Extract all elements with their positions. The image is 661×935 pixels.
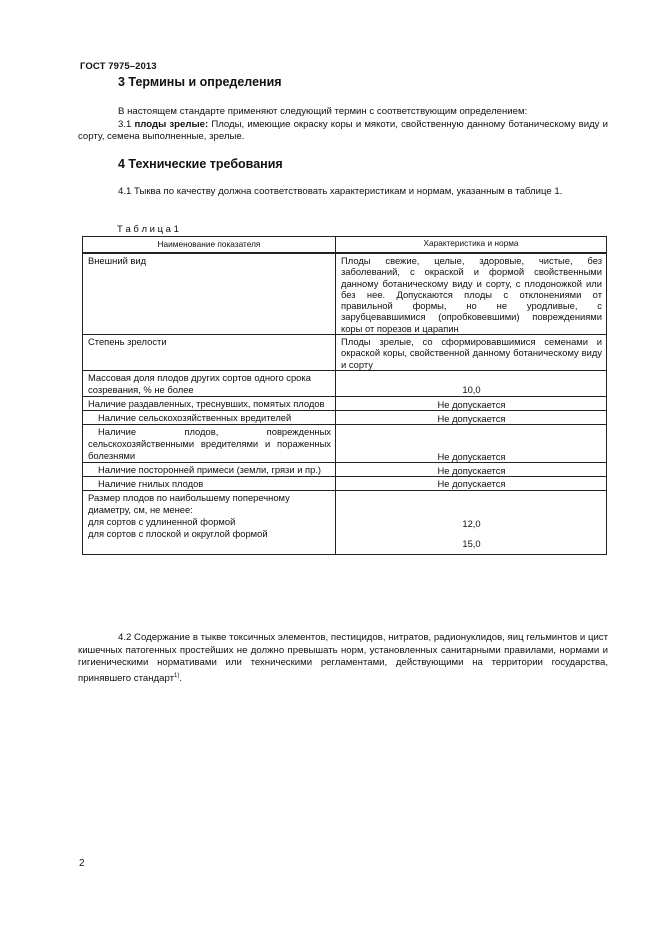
row-value: Плоды зрелые, со сформировавшимися семенами и окраской коры, свойственной данному ботаническому виду и сорту <box>336 335 607 371</box>
table-row <box>83 490 607 554</box>
table-row <box>83 253 607 335</box>
row-value: Плоды свежие, целые, здоровые, чистые, без заболеваний, с окраской и формой свойственными данному ботаническому виду и сорту, с плодоножкой или без нее. Допускаются плоды с отклонениями от правильной формы, но не уродливые, с зарубцевавшимися (опробковевшими) повреждениями коры от порезов и царапин <box>336 253 607 335</box>
row-name: Степень зрелости <box>83 335 336 371</box>
table-row <box>83 424 607 462</box>
row-name: Наличие гнилых плодов <box>83 476 336 490</box>
row-name: Внешний вид <box>83 253 336 335</box>
term-definition-text: Плоды, имеющие окраску коры и мякоти, свойственную данному ботаническому виду и сорту, семена выполненные, зрелые. <box>78 119 608 143</box>
table-row <box>83 476 607 490</box>
row-name <box>83 490 336 554</box>
size-flat-label: для сортов с плоской и округлой формой <box>88 527 268 539</box>
size-flat-value: 15,0 <box>462 538 481 550</box>
table-row <box>83 335 607 371</box>
row-value: Не допускается <box>336 410 607 424</box>
paragraph-4-2: 4.2 Содержание в тыкве токсичных элементов, пестицидов, нитратов, радионуклидов, яиц гельминтов и цист кишечных патогенных простейших не должно превышать норм, установленных санитарными правилами, нормами и гигиеническими нормативами или техническими регламентами, действующими на территории государства, принявшего стандарт$^{1)}$. <box>78 632 608 684</box>
table-row <box>83 462 607 476</box>
row-name: Наличие раздавленных, треснувших, помятых плодов <box>83 396 336 410</box>
table-row <box>83 410 607 424</box>
table-row <box>83 370 607 396</box>
column-header-indicator: Наименование показателя <box>83 237 336 254</box>
row-value: Не допускается <box>336 424 607 462</box>
term-name: плоды зрелые: <box>134 119 209 130</box>
size-elongated-label: для сортов с удлиненной формой <box>88 515 236 527</box>
section-4-title: 4 Технические требования <box>118 157 283 171</box>
row-value: Не допускается <box>336 476 607 490</box>
standard-header: ГОСТ 7975–2013 <box>80 61 157 72</box>
column-header-norm: Характеристика и норма <box>336 237 607 254</box>
section-3-intro: В настоящем стандарте применяют следующий термин с соответствующим определением: <box>118 106 528 117</box>
section-3-title: 3 Термины и определения <box>118 75 282 89</box>
term-number: 3.1 <box>118 119 132 130</box>
page-number: 2 <box>79 858 85 869</box>
footnote-marker: 1) <box>173 672 180 679</box>
table-caption: Т а б л и ц а 1 <box>117 224 179 235</box>
paragraph-4-1: 4.1 Тыква по качеству должна соответствовать характеристикам и нормам, указанным в таблице 1. <box>118 186 563 197</box>
size-heading: Размер плодов по наибольшему поперечному диаметру, см, не менее: <box>88 491 290 515</box>
row-value: Не допускается <box>336 462 607 476</box>
table-row <box>83 396 607 410</box>
row-value: Не допускается <box>336 396 607 410</box>
row-value: 10,0 <box>336 370 607 396</box>
row-name: Наличие сельскохозяйственных вредителей <box>83 410 336 424</box>
requirements-table <box>82 236 607 555</box>
term-definition <box>78 119 608 144</box>
table-header-row <box>83 237 607 254</box>
row-name: Массовая доля плодов других сортов одного срока созревания, % не более <box>83 370 336 396</box>
row-value <box>336 490 607 554</box>
row-name: Наличие посторонней примеси (земли, грязи и пр.) <box>83 462 336 476</box>
row-name: Наличие плодов, поврежденных сельскохозяйственными вредителями и пораженных болезнями <box>83 424 336 462</box>
paragraph-4-2-text: 4.2 Содержание в тыкве токсичных элементов, пестицидов, нитратов, радионуклидов, яиц гельминтов и цист кишечных патогенных простейших не должно превышать норм, установленных санитарными правилами, нормами и гигиеническими нормативами или техническими регламентами, действующими на территории государства, принявшего стандарт <box>78 632 608 684</box>
size-elongated-value: 12,0 <box>462 517 481 529</box>
